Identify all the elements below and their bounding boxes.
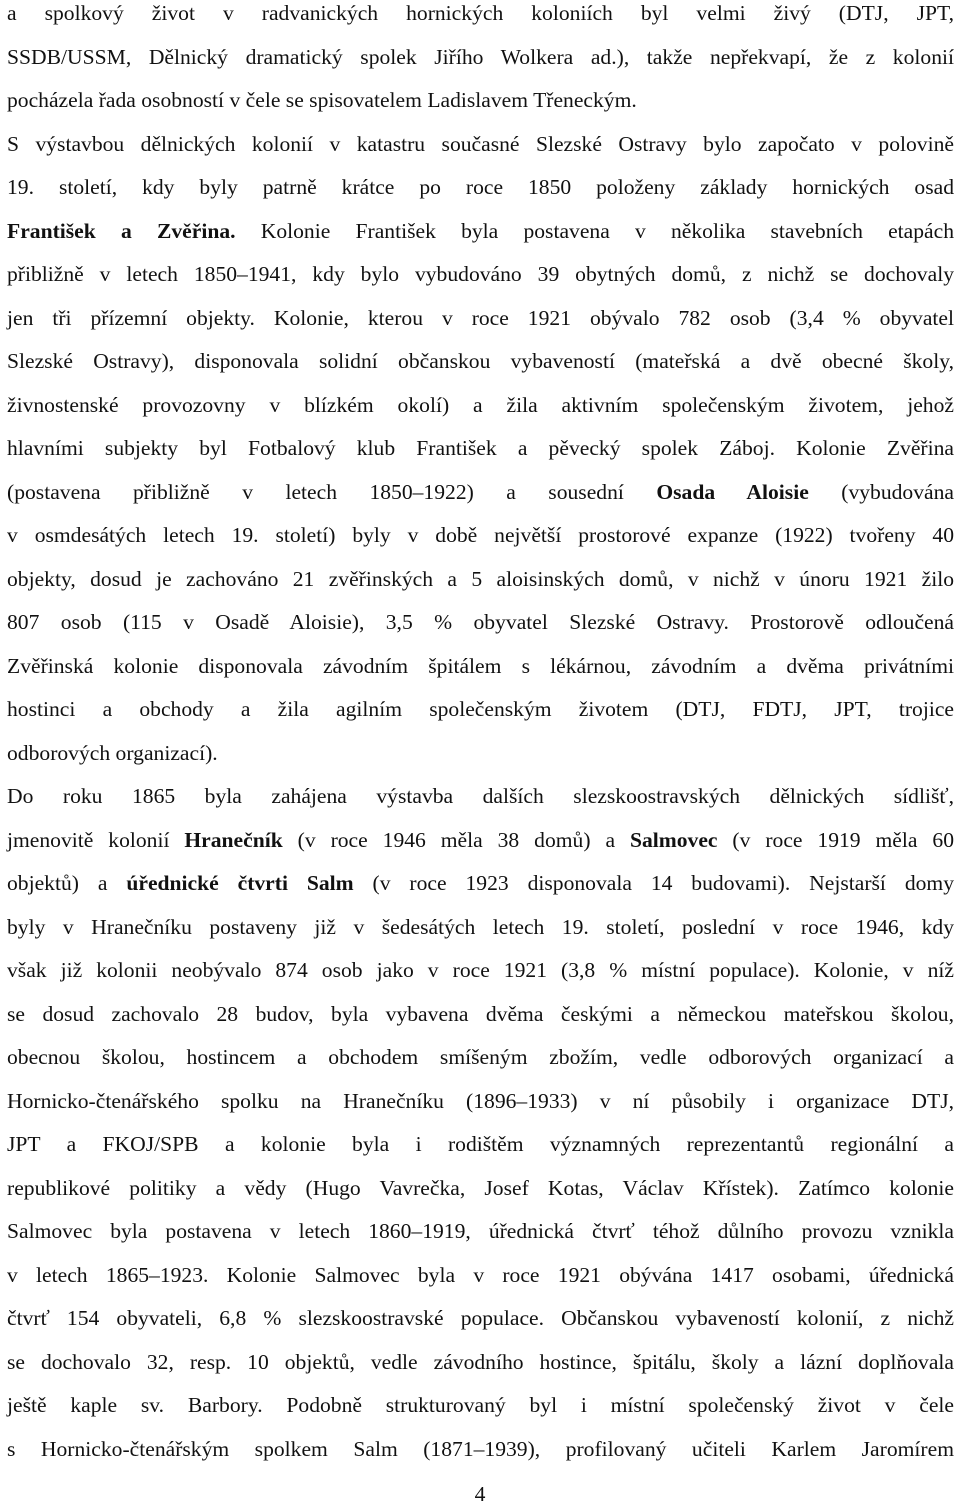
text-line: v osmdesátých letech 19. století) byly v době největší prostorové expanze (1922) tvořeny 40 [7, 523, 954, 547]
text-line: 19. století, kdy byly patrně krátce po roce 1850 položeny základy hornických osad [7, 175, 954, 199]
text-line: Salmovec byla postavena v letech 1860–1919, úřednická čtvrť téhož důlního provozu vznikla [7, 1219, 954, 1243]
text-line: se dochovalo 32, resp. 10 objektů, vedle závodního hostince, špitálu, školy a lázní doplňovala [7, 1349, 954, 1374]
text-line: republikové politiky a vědy (Hugo Vavrečka, Josef Kotas, Václav Křístek). Zatímco kolonie [7, 1175, 954, 1200]
text-line: SSDB/USSM, Dělnický dramatický spolek Jiřího Wolkera ad.), takže nepřekvapí, že z kolonií [7, 44, 954, 69]
text-line: Do roku 1865 byla zahájena výstavba dalších slezskoostravských dělnických sídlišť, [7, 784, 954, 808]
paragraph-slezska-ostrava-colonies [7, 123, 954, 776]
bold-term-frantisek-zverina: František a Zvěřina. [7, 218, 236, 243]
text-run: (vybudována [808, 479, 954, 504]
document-page [7, 0, 954, 1471]
text-line: se dosud zachovalo 28 budov, byla vybavena dvěma českými a německou mateřskou školou, [7, 1001, 954, 1026]
text-line: Zvěřinská kolonie disponovala závodním špitálem s lékárnou, závodním a dvěma privátními [7, 653, 954, 678]
text-line: JPT a FKOJ/SPB a kolonie byla i rodištěm významných reprezentantů regionální a [7, 1132, 954, 1156]
text-line: však již kolonii neobývalo 874 osob jako v roce 1921 (3,8 % místní populace). Kolonie, v níž [7, 958, 954, 982]
text-run: objektů) a [7, 871, 127, 895]
bold-term-hranecnik: Hranečník [184, 827, 283, 852]
text-line: odborových organizací). [7, 740, 218, 765]
text-line: S výstavbou dělnických kolonií v katastru současné Slezské Ostravy bylo započato v polovině [7, 131, 954, 156]
bold-term-salmovec: Salmovec [629, 827, 718, 852]
text-run: (v roce 1946 měla 38 domů) a [282, 827, 630, 852]
text-line: obecnou školou, hostincem a obchodem smíšeným zbožím, vedle odborových organizací a [7, 1045, 954, 1069]
text-line: 807 osob (115 v Osadě Aloisie), 3,5 % obyvatel Slezské Ostravy. Prostorově odloučená [7, 610, 954, 634]
text-line: hlavními subjekty byl Fotbalový klub František a pěvecký spolek Záboj. Kolonie Zvěřina [7, 436, 954, 460]
text-line: v letech 1865–1923. Kolonie Salmovec byla v roce 1921 obývána 1417 osobami, úřednická [7, 1262, 954, 1287]
bold-term-osada-aloisie: Osada Aloisie [656, 479, 809, 504]
text-line [7, 819, 954, 863]
text-line [7, 862, 954, 906]
text-line: s Hornicko-čtenářským spolkem Salm (1871–1939), profilovaný učiteli Karlem Jaromírem [7, 1436, 954, 1461]
text-run: (v roce 1923 disponovala 14 budovami). Nejstarší domy [353, 871, 955, 895]
text-line [7, 210, 954, 254]
bold-term-urednicke-ctvrti-salm: úřednické čtvrti Salm [126, 871, 354, 895]
text-line: živnostenské provozovny v blízkém okolí) a žila aktivním společenským životem, jehož [7, 392, 954, 417]
text-run: (v roce 1919 měla 60 [717, 827, 954, 852]
text-line: jen tři přízemní objekty. Kolonie, kterou v roce 1921 obývalo 782 osob (3,4 % obyvatel [7, 305, 954, 330]
text-line: byly v Hranečníku postaveny již v šedesátých letech 19. století, poslední v roce 1946, kdy [7, 914, 954, 939]
text-line: ještě kaple sv. Barbory. Podobně strukturovaný byl i místní společenský život v čele [7, 1393, 954, 1417]
page-number: 4 [474, 1482, 486, 1506]
text-line: Slezské Ostravy), disponovala solidní občanskou vybaveností (mateřská a dvě obecné školy, [7, 349, 954, 373]
text-line: objekty, dosud je zachováno 21 zvěřinských a 5 aloisinských domů, v nichž v únoru 1921 žilo [7, 566, 954, 591]
text-run: (postavena přibližně v letech 1850–1922) a sousední [7, 479, 657, 504]
text-line: hostinci a obchody a žila agilním společenským životem (DTJ, FDTJ, JPT, trojice [7, 697, 954, 721]
text-line: přibližně v letech 1850–1941, kdy bylo vybudováno 39 obytných domů, z nichž se dochovaly [7, 262, 954, 286]
text-run: jmenovitě kolonií [7, 827, 185, 852]
paragraph-radvanice-colonies [7, 0, 954, 123]
text-line [7, 471, 954, 515]
paragraph-hranecnik-salmovec [7, 775, 954, 1471]
text-line: čtvrť 154 obyvateli, 6,8 % slezskoostravské populace. Občanskou vybaveností kolonií, z nichž [7, 1306, 954, 1330]
text-line: Hornicko-čtenářského spolku na Hranečníku (1896–1933) v ní působily i organizace DTJ, [7, 1088, 954, 1113]
text-line: pocházela řada osobností v čele se spisovatelem Ladislavem Třeneckým. [7, 88, 637, 112]
text-line: a spolkový život v radvanických hornických koloniích byl velmi živý (DTJ, JPT, [7, 1, 954, 25]
text-run: Kolonie František byla postavena v několika stavebních etapách [235, 218, 955, 243]
